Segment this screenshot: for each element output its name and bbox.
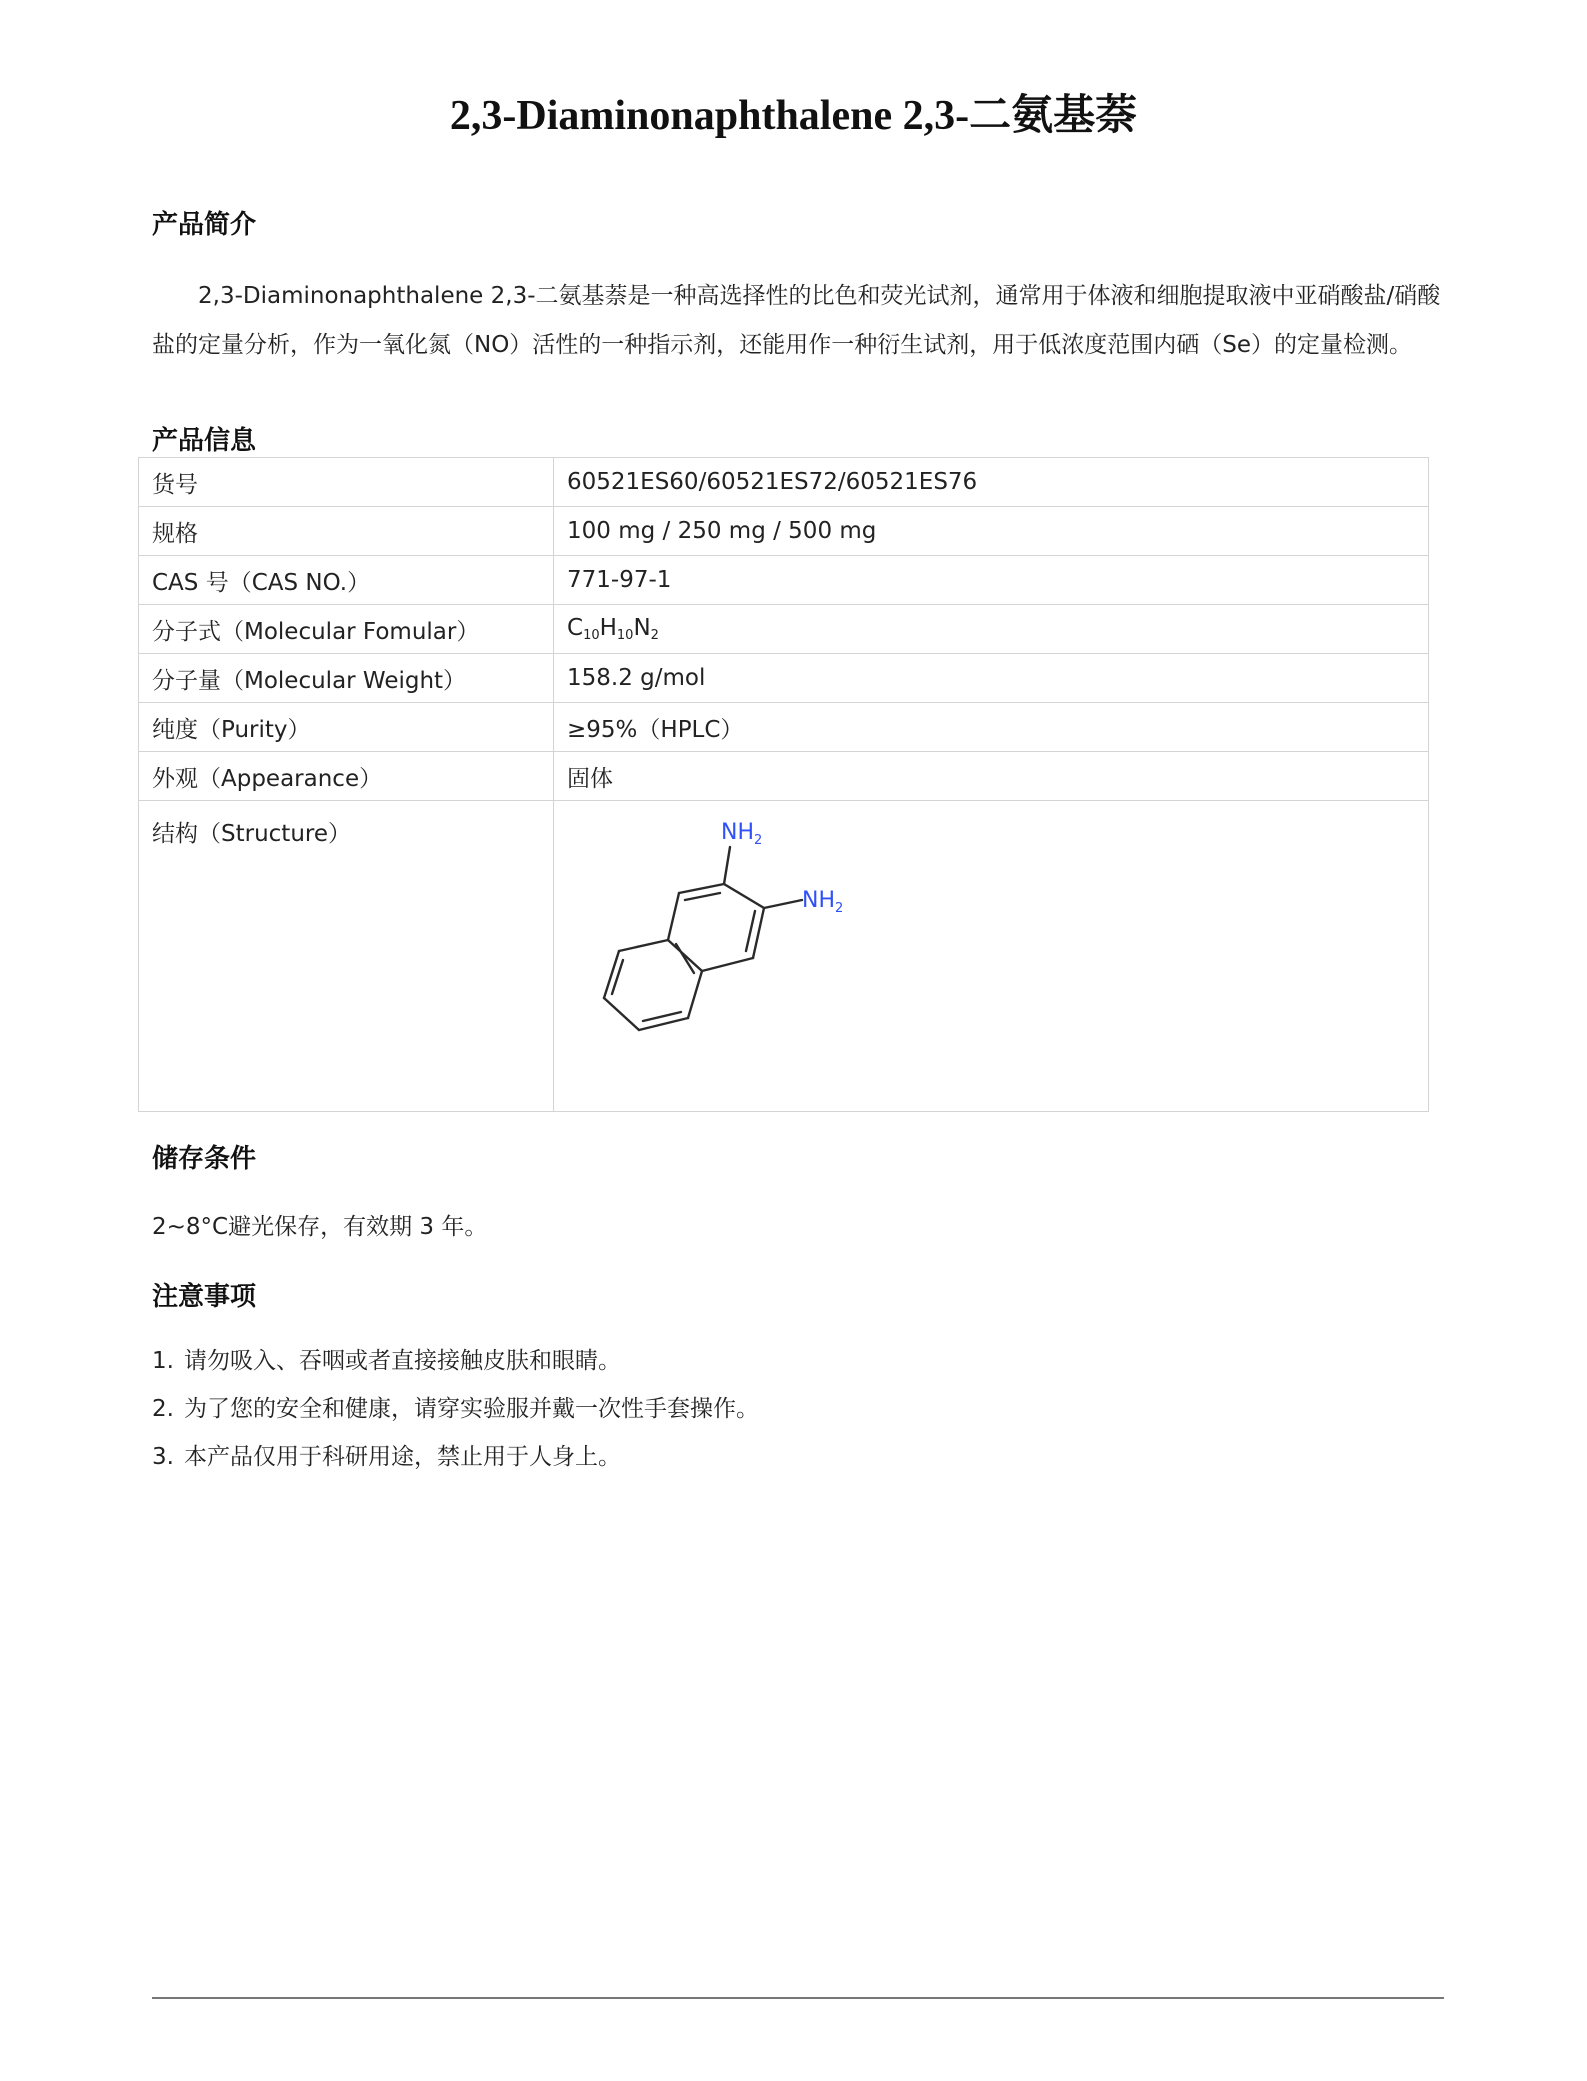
table-row [139, 654, 1429, 703]
row-value: 158.2 g/mol [554, 654, 1429, 703]
row-label: 外观（Appearance） [139, 752, 554, 801]
table-row [139, 801, 1429, 1112]
list-item [152, 1385, 759, 1433]
intro-heading: 产品简介 [152, 210, 257, 240]
amine-label: $NH_2$ [721, 820, 763, 848]
row-value: 固体 [554, 752, 1429, 801]
notes-list [152, 1337, 759, 1481]
row-label: 结构（Structure） [139, 801, 554, 1112]
intro-paragraph: 2,3-Diaminonaphthalene 2,3-二氨基萘是一种高选择性的比色和荧光试剂，通常用于体液和细胞提取液中亚硝酸盐/硝酸盐的定量分析，作为一氧化氮（NO）活性的一种指示剂，还能用作一种衍生试剂，用于低浓度范围内硒（Se）的定量检测。 [152, 283, 1441, 358]
formula-element: C [567, 615, 584, 641]
list-text: 为了您的安全和健康，请穿实验服并戴一次性手套操作。 [184, 1396, 759, 1422]
molecule-structure-diagram [554, 801, 874, 1097]
product-info-table [138, 457, 1429, 1112]
row-label: 分子式（Molecular Fomular） [139, 605, 554, 654]
row-label: 货号 [139, 458, 554, 507]
row-label: CAS 号（CAS NO.） [139, 556, 554, 605]
list-number: 2. [152, 1396, 174, 1422]
list-text: 本产品仅用于科研用途，禁止用于人身上。 [184, 1444, 621, 1470]
amine-label: $NH_2$ [802, 888, 844, 916]
row-value: 60521ES60/60521ES72/60521ES76 [554, 458, 1429, 507]
list-number: 1. [152, 1348, 174, 1374]
table-row [139, 556, 1429, 605]
formula-subscript: 10 [616, 628, 634, 643]
storage-heading: 储存条件 [152, 1144, 257, 1174]
formula-subscript: 2 [650, 628, 659, 643]
row-value: 100 mg / 250 mg / 500 mg [554, 507, 1429, 556]
formula-element: N [633, 615, 651, 641]
page-title: 2,3-Diaminonaphthalene 2,3-二氨基萘 [449, 93, 1138, 139]
row-label: 纯度（Purity） [139, 703, 554, 752]
table-row [139, 605, 1429, 654]
row-value: ≥95%（HPLC） [554, 703, 1429, 752]
footer-divider [152, 1997, 1444, 1999]
table-row [139, 703, 1429, 752]
table-row [139, 458, 1429, 507]
list-number: 3. [152, 1444, 174, 1470]
molecular-formula [554, 605, 1429, 654]
row-value: 771-97-1 [554, 556, 1429, 605]
info-heading: 产品信息 [152, 426, 257, 456]
formula-element: H [599, 615, 617, 641]
list-item [152, 1337, 759, 1385]
list-text: 请勿吸入、吞咽或者直接接触皮肤和眼睛。 [184, 1348, 621, 1374]
structure-cell [554, 801, 1429, 1112]
list-item [152, 1433, 759, 1481]
notes-heading: 注意事项 [152, 1282, 257, 1312]
row-label: 规格 [139, 507, 554, 556]
table-row [139, 507, 1429, 556]
storage-text: 2~8°C避光保存，有效期 3 年。 [152, 1214, 488, 1240]
row-label: 分子量（Molecular Weight） [139, 654, 554, 703]
formula-subscript: 10 [583, 628, 600, 643]
table-row [139, 752, 1429, 801]
